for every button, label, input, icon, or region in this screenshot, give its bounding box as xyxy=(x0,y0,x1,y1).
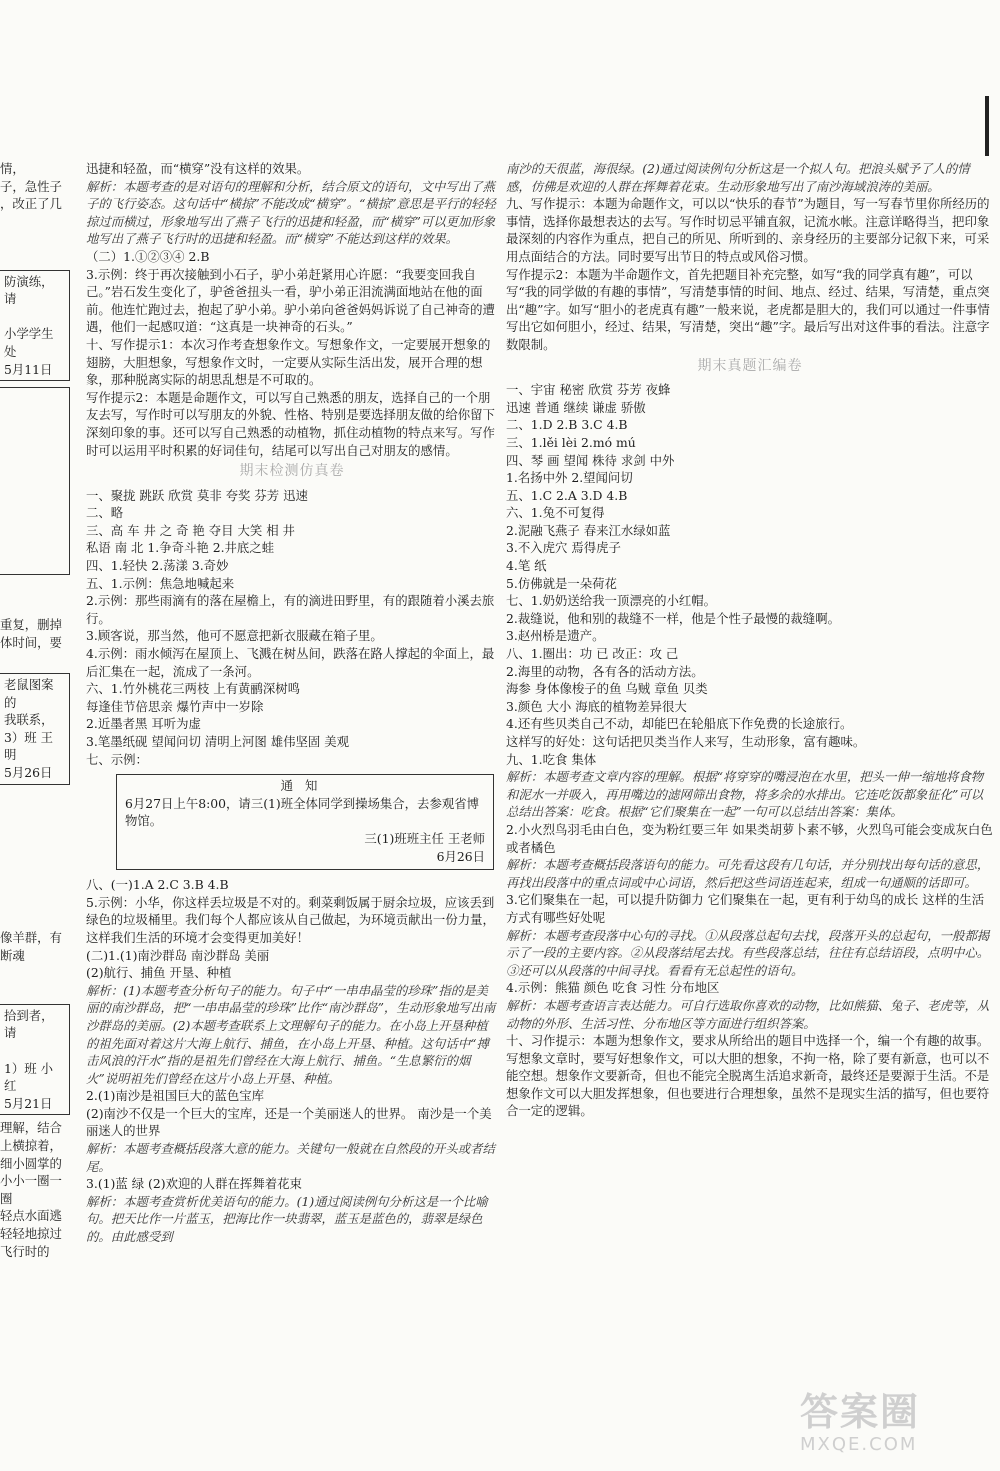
notice-sign: 三(1)班班主任 王老师 xyxy=(364,830,485,846)
analysis-paragraph: 解析：本题考查的是对语句的理解和分析，结合原文的语句，文中写出了燕子的飞行姿态。这句话中“横掠”不能改成“横穿”。“横掠”意思是平行的轻轻掠过而横过，形象地写出了燕子飞行的迅捷和轻盈，而“横穿”可以更加形象地写出了燕子飞行时的迅捷和轻盈。而“横穿”不能达到这样的效果。 xyxy=(86,178,496,247)
answer-line: 三、高 车 井 之 奇 艳 夺目 大笑 相 井 xyxy=(86,522,295,538)
answer-line: 3.它们聚集在一起，可以提升防御力 它们聚集在一起，更有利于幼鸟的成长 这样的生活方式有哪些好处呢 xyxy=(506,892,985,925)
answer-line: 迅捷和轻盈，而“横穿”没有这样的效果。 xyxy=(86,161,310,176)
answer-line: （二）1.①②③④ 2.B xyxy=(86,248,210,264)
notice-box xyxy=(116,774,494,870)
answer-line: 2.(1)南沙是祖国巨大的蓝色宝库 xyxy=(86,1088,265,1104)
text-line: 1）班 小红 xyxy=(4,1060,53,1094)
analysis-paragraph: 解析：本题考查赏析优美语句的能力。(1)通过阅读例句分析这是一个比喻句。把天比作一片蓝玉，把海比作一块翡翠，蓝玉是蓝色的，翡翠是绿色的。由此感受到 xyxy=(86,1193,488,1245)
answer-line: 二、1.D 2.B 3.C 4.B xyxy=(506,417,628,433)
answer-line: 3.不入虎穴 焉得虎子 xyxy=(506,540,621,556)
text-line: 小小一圈一圈 xyxy=(0,1173,62,1206)
answer-line: 四、琴 画 望闻 株待 求剑 中外 xyxy=(506,452,675,468)
text-line: 拾到者，请 xyxy=(4,1007,54,1041)
analysis-paragraph: 解析：本题考查段落中心句的寻找。①从段落总起句去找，段落开头的总起句，一般都揭示了一段的主要内容。②从段落结尾去找。有些段落总结，往往有总结语段，点明中心。③还可以从段落的中间寻找。看看有无总起性的语句。 xyxy=(506,927,990,978)
answer-line: 3.(1)蓝 绿 (2)欢迎的人群在挥舞着花束 xyxy=(86,1176,302,1192)
text-line: 像羊群，有 xyxy=(0,930,62,946)
text-line: 我联系， xyxy=(4,712,54,728)
middle-column xyxy=(86,160,498,1246)
answer-line: (2)南沙不仅是一个巨大的宝库，还是一个美丽迷人的世界。 南沙是一个美丽迷人的世界 xyxy=(86,1105,492,1139)
answer-line: 2.海里的动物，各有各的活动方法。 xyxy=(506,663,704,679)
text-line: 轻点水面逃 xyxy=(0,1208,62,1224)
writing-tip-2: 写作提示2：本题是命题作文，可以写自己熟悉的朋友，选择自己的一个朋友去写，写作时可以写朋友的外貌、性格、特别是要选择朋友做的给你留下深刻印象的事。还可以写自己熟悉的动植物，抓住动植物的特点来写。写作时可以运用平时积累的好词佳句，结尾可以写出自己对朋友的感情。 xyxy=(86,389,495,458)
answer-line: 迅速 普通 继续 谦虚 骄傲 xyxy=(506,399,646,415)
writing-tip-1: 九、写作提示：本题为命题作文，可以以“快乐的春节”为题目，写一写春节里你所经历的事情，选择你最想表达的去写。写作时切忌平铺直叙，记流水帐。注意详略得当，把印象最深刻的内容作为重点，把自己的所见、所听到的、亲身经历的主要部分记叙下来，可采用点面结合的方法。同时要写出节日的特点或风俗习惯。 xyxy=(506,196,990,264)
answer-line: 4.示例：熊猫 颜色 吃食 习性 分布地区 xyxy=(506,980,720,996)
answer-line: 二、略 xyxy=(86,505,124,521)
answer-line: 七、示例： xyxy=(86,751,148,767)
answer-line: 九、1.吃食 集体 xyxy=(506,751,597,767)
answer-line: 3.赵州桥是遗产。 xyxy=(506,628,605,644)
text-line: 老鼠图案的 xyxy=(4,677,54,710)
text-line: 体时间，要 xyxy=(0,634,62,650)
left-clipped-column xyxy=(0,160,70,1260)
answer-line: 六、1.兔不可复得 xyxy=(506,505,605,521)
section-title-final-real: 期末真题汇编卷 xyxy=(697,357,803,374)
text-line: 轻轻地掠过 xyxy=(0,1225,62,1241)
answer-line: 五、1.C 2.A 3.D 4.B xyxy=(506,487,628,503)
answer-line: 这样写的好处：这句话把贝类当作人来写，生动形象，富有趣味。 xyxy=(506,734,866,749)
text-line: ，改正了几 xyxy=(0,196,62,212)
right-column xyxy=(506,160,994,1120)
analysis-paragraph: 解析：本题考查文章内容的理解。根据“将穿穿的嘴浸泡在水里，把头一伸一缩地将食物和泥水一并吸入，再用嘴边的滤网筛出食物，将多余的水排出。它连吃饭都象征化”可以总结出答案：吃食。根据“它们聚集在一起”一句可以总结出答案：集体。 xyxy=(506,769,984,820)
found-notice-box-clipped xyxy=(0,1004,70,1116)
writing-tip-1: 十、写作提示1：本次习作考查想象作文。写想象作文，一定要展开想象的翅膀，大胆想象，写想象作文时，一定要从实际生活出发，展开合理的想象，那种脱离实际的胡思乱想是不可取的。 xyxy=(86,336,491,388)
answer-line: 1.名扬中外 2.望闻问切 xyxy=(506,470,633,486)
blank-box-clipped xyxy=(0,387,70,575)
answer-line: (二)1.(1)南沙群岛 南沙群岛 美丽 xyxy=(86,947,270,963)
scan-edge-mark xyxy=(985,96,989,156)
answer-line: 5.仿佛就是一朵荷花 xyxy=(506,575,617,591)
text-line: 断魂 xyxy=(0,948,25,963)
text-line: 上横掠着， xyxy=(0,1137,62,1153)
text-line: 飞行时的 xyxy=(0,1243,50,1259)
answer-line: 八、1.圈出：功 已 改正：攻 己 xyxy=(506,646,679,662)
analysis-paragraph: 解析：本题考查语言表达能力。可自行选取你喜欢的动物，比如熊猫、兔子、老虎等，从动物的外形、生活习性、分布地区等方面进行组织答案。 xyxy=(506,997,990,1031)
section-title-final-sim: 期末检测仿真卷 xyxy=(239,463,345,480)
notice-date: 6月26日 xyxy=(436,848,485,864)
answer-line: 私语 南 北 1.争奇斗艳 2.井底之蛙 xyxy=(86,540,275,556)
text-line: 理解，结合 xyxy=(0,1120,62,1136)
text-line: 情， xyxy=(0,161,25,176)
answer-line: 七、1.奶奶送给我一顶漂亮的小红帽。 xyxy=(506,593,717,609)
text-line: 小学学生处 xyxy=(4,326,54,359)
notice-box-clipped xyxy=(0,270,70,382)
notice-body: 6月27日上午8:00，请三(1)班全体同学到操场集合，去参观省博物馆。 xyxy=(125,795,480,829)
watermark-url: MXQE.COM xyxy=(800,1434,918,1455)
answer-line: 3.笔墨纸砚 望闻问切 清明上河图 雄伟坚固 美观 xyxy=(86,734,349,749)
text-line: 5月21日 xyxy=(4,1095,53,1111)
watermark-logo xyxy=(800,1390,996,1462)
analysis-paragraph: 解析：本题考查概括段落大意的能力。关键句一般就在自然段的开头或者结尾。 xyxy=(86,1141,495,1174)
answer-line: 每逢佳节倍思亲 爆竹声中一岁除 xyxy=(86,698,264,714)
notice-title: 通知 xyxy=(280,778,330,794)
text-line: 细小圆掌的 xyxy=(0,1155,62,1171)
answer-line: 六、1.竹外桃花三两枝 上有黄鹂深树鸣 xyxy=(86,681,301,697)
writing-tip-2: 写作提示2：本题为半命题作文，首先把题目补充完整，如写“我的同学真有趣”，可以写“我的同学做的有趣的事情”，写清楚事情的时间、地点、经过、结果，写清楚，重点突出“趣”字。如写“胆小的老虎真有趣”一般来说，老虎都是胆大的，我们可以通过一件事情写出它如何胆小，经过、结果，写清楚，突出“趣”字。最后写出对这件事的看法。注意字数限制。 xyxy=(506,266,990,352)
answer-paragraph: 5.示例：小华，你这样丢垃圾是不对的。剩菜剩饭属于厨余垃圾，应该丢到绿色的垃圾桶里。我们每个人都应该从自己做起，为环境贡献出一份力量，这样我们生活的环境才会变得更加美好！ xyxy=(86,894,495,945)
answer-line: 四、1.轻快 2.荡漾 3.奇妙 xyxy=(86,558,229,574)
answer-line: 3.顾客说，那当然，他可不愿意把新衣服藏在箱子里。 xyxy=(86,628,383,644)
text-line: 子，急性子 xyxy=(0,178,62,194)
lost-notice-box-clipped xyxy=(0,673,70,785)
text-line: 3）班 王明 xyxy=(4,729,53,763)
answer-line: 2.泥融飞燕子 春来江水绿如蓝 xyxy=(506,522,671,538)
answer-line: 一、聚拢 跳跃 欣赏 莫非 夸奖 芬芳 迅速 xyxy=(86,487,308,503)
text-line: 防演练，请 xyxy=(4,273,54,307)
answer-line: 三、1.lěi lèi 2.mó mú xyxy=(506,434,636,450)
answer-line: 4.笔 纸 xyxy=(506,558,547,574)
text-line: 重复，删掉 xyxy=(0,617,62,633)
answer-paragraph: 3.示例：终于再次接触到小石子，驴小弟赶紧用心许愿：“我要变回我自己。”岩石发生变化了，驴爸爸扭头一看，驴小弟正泪流满面地站在他的面前。他连忙跑过去，抱起了驴小弟。驴小弟向爸爸妈妈诉说了自己神奇的遭遇，他们一起感叹道：“这真是一块神奇的石头。” xyxy=(86,266,495,335)
analysis-paragraph: 解析：本题考查概括段落语句的能力。可先看这段有几句话，并分别找出每句话的意思，再找出段落中的重点词或中心词语，然后把这些词语连起来，组成一句通顺的话即可。 xyxy=(506,857,990,890)
analysis-paragraph: 解析：(1)本题考查分析句子的能力。句子中“一串串晶莹的珍珠”指的是美丽的南沙群岛，把“一串串晶莹的珍珠”比作“南沙群岛”，生动形象地写出南沙群岛的美丽。(2)本题考查联系上文理解句子的能力。在小岛上开垦种植的祖先面对着这片大海上航行、捕鱼，在小岛上开垦、种植。这句话中“搏击风浪的汗水”指的是祖先们曾经在大海上航行、捕鱼。“生息繁衍的烟火”说明祖先们曾经在这片小岛上开垦、种植。 xyxy=(86,982,496,1086)
answer-line: 4.还有些贝类自己不动，却能巴在轮船底下作免费的长途旅行。 xyxy=(506,716,853,732)
writing-tip: 十、习作提示：本题为想象作文，要求从所给出的题目中选择一个，编一个有趣的故事。写想象文章时，要写好想象作文，可以大胆的想象，不拘一格，除了要有新意，也可以不能空想。想象作文要新奇，但也不能完全脱离生活追求新奇，最终还是要源于生活。不是想象作文可以大胆发挥想象，但也要进行合理想象，虽然不是现实生活的描写，但也要符合一定的逻辑。 xyxy=(506,1033,990,1119)
answer-line: (2)航行、捕鱼 开垦、种植 xyxy=(86,965,232,981)
answer-line: 2.小火烈鸟羽毛由白色，变为粉红要三年 如果类胡萝卜素不够，火烈鸟可能会变成灰白色或者橘色 xyxy=(506,821,993,855)
answer-line: 2.近墨者黑 耳听为虚 xyxy=(86,716,201,732)
answer-line: 4.示例：雨水倾泻在屋顶上、飞溅在树丛间，跌落在路人撑起的伞面上，最后汇集在一起，流成了一条河。 xyxy=(86,646,495,679)
answer-line: 八、(一)1.A 2.C 3.B 4.B xyxy=(86,877,229,893)
text-line: 5月26日 xyxy=(4,765,53,781)
answer-line: 一、宇宙 秘密 欣赏 芬芳 夜蜂 xyxy=(506,382,671,398)
answer-line: 2.示例：那些雨滴有的落在屋檐上，有的滴进田野里，有的跟随着小溪去旅行。 xyxy=(86,593,495,626)
answer-line: 海参 身体像梭子的鱼 乌贼 章鱼 贝类 xyxy=(506,681,708,697)
analysis-paragraph: 南沙的天很蓝，海很绿。(2)通过阅读例句分析这是一个拟人句。把浪头赋予了人的情感，仿佛是欢迎的人群在挥舞着花束。生动形象地写出了南沙海域浪涛的美丽。 xyxy=(506,161,970,194)
watermark-text: 答案圈 xyxy=(800,1390,921,1434)
answer-line: 五、1.示例：焦急地喊起来 xyxy=(86,575,235,591)
answer-line: 2.裁缝说，他和别的裁缝不一样，他是个性子最慢的裁缝啊。 xyxy=(506,610,840,626)
text-line: 5月11日 xyxy=(4,361,53,377)
answer-line: 3.颜色 大小 海底的植物差异很大 xyxy=(506,698,687,714)
